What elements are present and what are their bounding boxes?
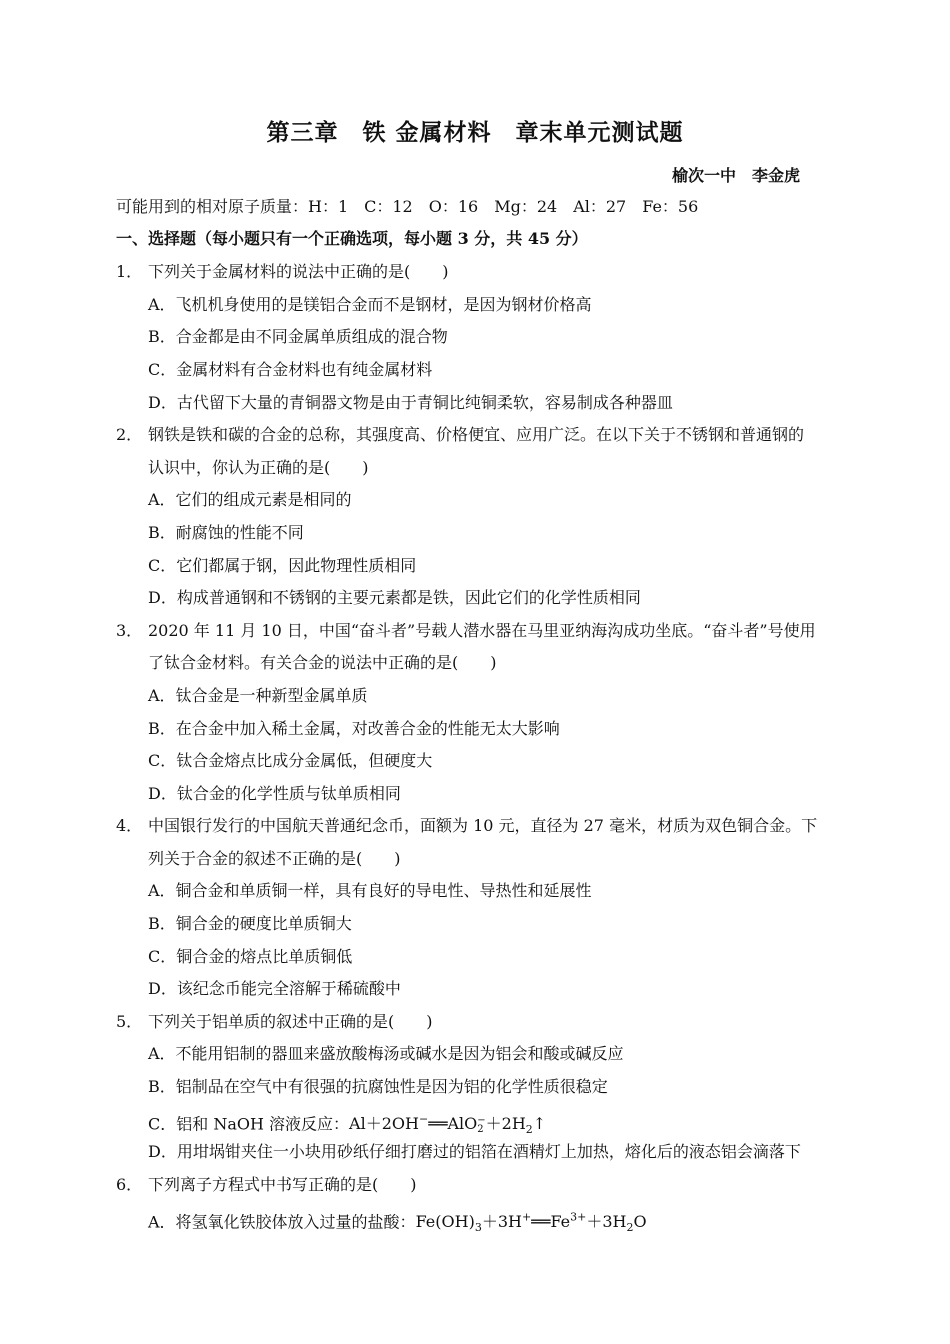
option-b: B．铜合金的硬度比单质铜大 [148, 914, 352, 933]
option-a: A．飞机机身使用的是镁铝合金而不是钢材，是因为钢材价格高 [148, 295, 592, 314]
option-d: D．构成普通钢和不锈钢的主要元素都是铁，因此它们的化学性质相同 [148, 588, 641, 607]
question-text: 2020 年 11 月 10 日，中国“奋斗者”号载人潜水器在马里亚纳海沟成功坐底。“奋斗者”号使用 [148, 621, 816, 640]
doc-title: 第三章 铁 金属材料 章末单元测试题 [266, 119, 684, 146]
question-text: 下列离子方程式中书写正确的是( ) [148, 1175, 417, 1194]
option-d: D．用坩埚钳夹住一小块用砂纸仔细打磨过的铝箔在酒精灯上加热，熔化后的液态铝会滴落下 [148, 1142, 801, 1161]
atomic-mass-note: 可能用到的相对原子质量：H：1 C：12 O：16 Mg：24 Al：27 Fe：56 [116, 197, 699, 216]
option-a: A．不能用铝制的器皿来盛放酸梅汤或碱水是因为铝会和酸或碱反应 [148, 1044, 624, 1063]
question-text: 钢铁是铁和碳的合金的总称，其强度高、价格便宜、应用广泛。在以下关于不锈钢和普通钢的 [148, 425, 805, 444]
option-d: D．古代留下大量的青铜器文物是由于青铜比纯铜柔软，容易制成各种器皿 [148, 393, 673, 412]
option-c: C．钛合金熔点比成分金属低，但硬度大 [148, 751, 433, 770]
option-c-text: C．铝和 NaOH 溶液反应： [148, 1114, 350, 1134]
option-a-text: A．将氢氧化铁胶体放入过量的盐酸： [148, 1212, 416, 1232]
question-text: 中国银行发行的中国航天普通纪念币，面额为 10 元，直径为 27 毫米，材质为双色铜合金。下 [148, 816, 818, 835]
option-d: D．钛合金的化学性质与钛单质相同 [148, 784, 401, 803]
section-heading: 一、选择题（每小题只有一个正确选项，每小题 3 分，共 45 分） [116, 229, 588, 248]
doc-author: 榆次一中 李金虎 [671, 166, 800, 185]
option-c: C．铜合金的熔点比单质铜低 [148, 947, 353, 966]
option-d: D．该纪念币能完全溶解于稀硫酸中 [148, 979, 401, 998]
question-number: 5． [116, 1012, 143, 1031]
chemical-equation: $Fe(OH)_3+3H^+══Fe^{3+}+3H_2O$ [415, 1211, 647, 1235]
question-text-continued: 了钛合金材料。有关合金的说法中正确的是( ) [148, 653, 497, 672]
option-c [148, 1110, 546, 1141]
question-number: 6． [116, 1175, 143, 1194]
chemical-equation: Al＋2OH−══AlO − 2 $+2H_2↑$ [349, 1113, 547, 1137]
question-number: 1． [116, 262, 143, 281]
option-a: A．钛合金是一种新型金属单质 [148, 686, 368, 705]
option-a [148, 1208, 647, 1239]
question-text: 下列关于金属材料的说法中正确的是( ) [148, 262, 449, 281]
option-a: A．它们的组成元素是相同的 [148, 490, 352, 509]
option-c: C．金属材料有合金材料也有纯金属材料 [148, 360, 433, 379]
option-b: B．耐腐蚀的性能不同 [148, 523, 304, 542]
option-b: B．在合金中加入稀土金属，对改善合金的性能无太大影响 [148, 719, 560, 738]
option-b: B．铝制品在空气中有很强的抗腐蚀性是因为铝的化学性质很稳定 [148, 1077, 608, 1096]
question-number: 4． [116, 816, 143, 835]
option-a: A．铜合金和单质铜一样，具有良好的导电性、导热性和延展性 [148, 881, 592, 900]
question-text: 下列关于铝单质的叙述中正确的是( ) [148, 1012, 433, 1031]
question-text-continued: 认识中，你认为正确的是( ) [148, 458, 369, 477]
option-b: B．合金都是由不同金属单质组成的混合物 [148, 327, 448, 346]
question-text-continued: 列关于合金的叙述不正确的是( ) [148, 849, 401, 868]
question-number: 2． [116, 425, 143, 444]
question-number: 3． [116, 621, 143, 640]
option-c: C．它们都属于钢，因此物理性质相同 [148, 556, 417, 575]
